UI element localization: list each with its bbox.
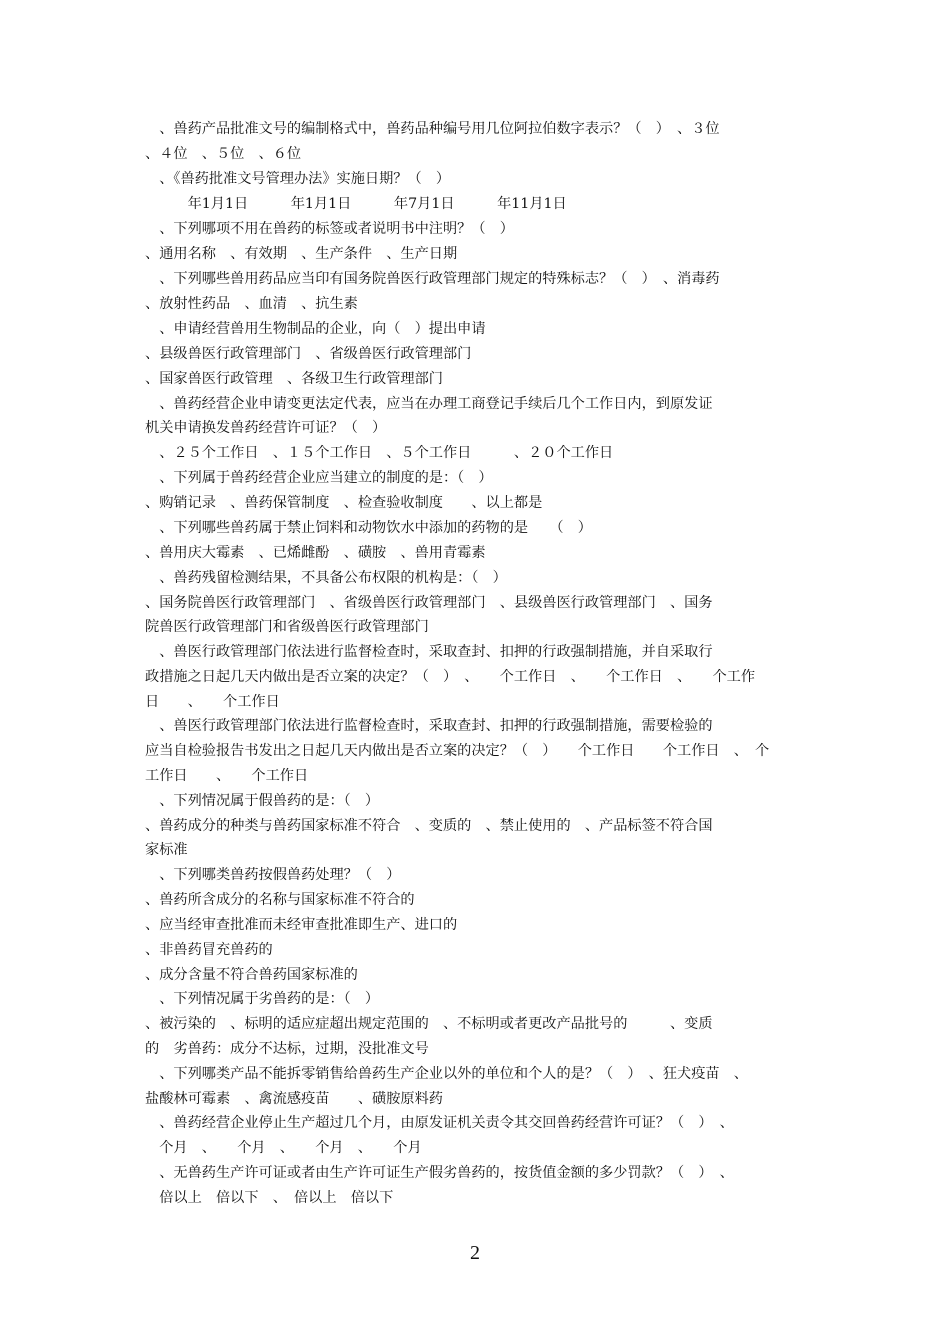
text-line: 、兽医行政管理部门依法进行监督检查时，采取查封、扣押的行政强制措施，需要检验的 xyxy=(145,718,713,734)
text-line: 、国家兽医行政管理 、各级卫生行政管理部门 xyxy=(145,371,443,387)
text-line: 家标准 xyxy=(145,842,188,858)
text-line: 、下列哪类兽药按假兽药处理？（ ） xyxy=(145,867,401,883)
text-line: 、下列属于兽药经营企业应当建立的制度的是：（ ） xyxy=(145,470,493,486)
text-line: 、兽药产品批准文号的编制格式中，兽药品种编号用几位阿拉伯数字表示？（ ） 、３位 xyxy=(145,121,720,137)
text-line: 院兽医行政管理部门和省级兽医行政管理部门 xyxy=(145,619,429,635)
text-line: 、《兽药批准文号管理办法》实施日期？（ ） xyxy=(145,171,451,187)
text-line: 、无兽药生产许可证或者由生产许可证生产假劣兽药的，按货值金额的多少罚款？（ ） 、 xyxy=(145,1165,734,1181)
text-line: 、成分含量不符合兽药国家标准的 xyxy=(145,967,358,983)
text-line: 、县级兽医行政管理部门 、省级兽医行政管理部门 xyxy=(145,346,472,362)
text-line: 个月 、 个月 、 个月 、 个月 xyxy=(145,1140,422,1156)
text-line: 年1月1日 年1月1日 年7月1日 年11月1日 xyxy=(145,196,567,212)
text-line: 、兽药经营企业停止生产超过几个月，由原发证机关责令其交回兽药经营许可证？（ ） 、 xyxy=(145,1115,734,1131)
text-line: 应当自检验报告书发出之日起几天内做出是否立案的决定？（ ） 个工作日 个工作日 、 个 xyxy=(145,743,770,759)
text-line: 、兽用庆大霉素 、已烯雌酚 、磺胺 、兽用青霉素 xyxy=(145,545,486,561)
text-line: 机关申请换发兽药经营许可证？（ ） xyxy=(145,420,387,436)
text-line: 、非兽药冒充兽药的 xyxy=(145,942,273,958)
text-line: 、兽医行政管理部门依法进行监督检查时，采取查封、扣押的行政强制措施，并自采取行 xyxy=(145,644,713,660)
text-line: 、２５个工作日 、１５个工作日 、５个工作日 、２０个工作日 xyxy=(145,445,614,461)
text-line: 、兽药残留检测结果，不具备公布权限的机构是：（ ） xyxy=(145,570,507,586)
text-line: 日 、 个工作日 xyxy=(145,694,280,710)
text-line: 、下列哪些兽用药品应当印有国务院兽医行政管理部门规定的特殊标志？（ ） 、消毒药 xyxy=(145,271,720,287)
text-line: 、下列哪些兽药属于禁止饲料和动物饮水中添加的药物的是 （ ） xyxy=(145,520,592,536)
text-line: 、兽药经营企业申请变更法定代表，应当在办理工商登记手续后几个工作日内，到原发证 xyxy=(145,396,713,412)
text-line: 盐酸林可霉素 、禽流感疫苗 、磺胺原料药 xyxy=(145,1091,443,1107)
text-line: 、应当经审查批准而未经审查批准即生产、进口的 xyxy=(145,917,458,933)
text-line: 、申请经营兽用生物制品的企业，向（ ）提出申请 xyxy=(145,321,486,337)
text-line: 、国务院兽医行政管理部门 、省级兽医行政管理部门 、县级兽医行政管理部门 、国务 xyxy=(145,595,713,611)
text-line: 倍以上 倍以下 、 倍以上 倍以下 xyxy=(145,1190,394,1206)
text-line: 、兽药成分的种类与兽药国家标准不符合 、变质的 、禁止使用的 、产品标签不符合国 xyxy=(145,818,713,834)
text-line: 、下列情况属于假兽药的是：（ ） xyxy=(145,793,380,809)
text-line: 、购销记录 、兽药保管制度 、检查验收制度 、以上都是 xyxy=(145,495,543,511)
text-line: 、下列哪项不用在兽药的标签或者说明书中注明？（ ） xyxy=(145,221,514,237)
text-line: 、下列哪类产品不能拆零销售给兽药生产企业以外的单位和个人的是？（ ） 、狂犬疫苗 、 xyxy=(145,1066,748,1082)
page-number: 2 xyxy=(470,1242,480,1264)
text-line: 、下列情况属于劣兽药的是：（ ） xyxy=(145,991,380,1007)
text-line: 、４位 、５位 、６位 xyxy=(145,146,302,162)
text-line: 、通用名称 、有效期 、生产条件 、生产日期 xyxy=(145,246,458,262)
text-line: 的 劣兽药：成分不达标，过期，没批准文号 xyxy=(145,1041,429,1057)
text-line: 、被污染的 、标明的适应症超出规定范围的 、不标明或者更改产品批号的 、变质 xyxy=(145,1016,713,1032)
text-line: 、放射性药品 、血清 、抗生素 xyxy=(145,296,358,312)
text-line: 、兽药所含成分的名称与国家标准不符合的 xyxy=(145,892,415,908)
text-line: 工作日 、 个工作日 xyxy=(145,768,309,784)
text-line: 政措施之日起几天内做出是否立案的决定？（ ） 、 个工作日 、 个工作日 、 个工作 xyxy=(145,669,756,685)
